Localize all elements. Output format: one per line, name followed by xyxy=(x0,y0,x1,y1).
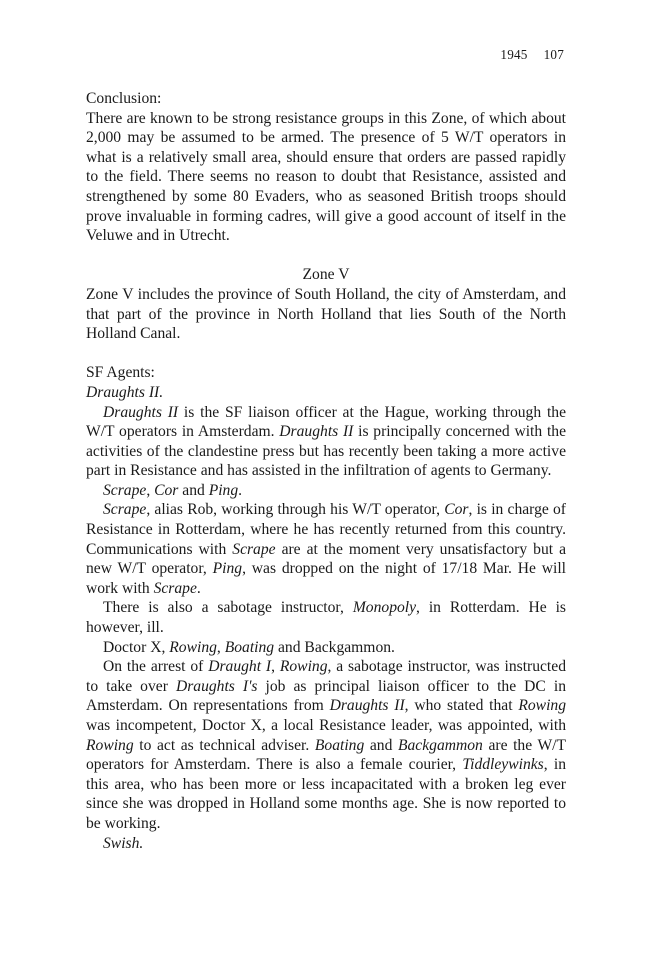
draughts-subheading: Draughts II. xyxy=(86,383,164,401)
conclusion-paragraph: There are known to be strong resistance groups in this Zone, of which about 2,000 may be assumed to be armed. The presence of 5 W/T operators in what is a relatively small area, should ensure that orders are passed rapidly to the field. There seems no reason to doubt that Resistance, assisted and strengthened by some 80 Evaders, who as seasoned British troops should prove invaluable in forming cadres, will give a good account of itself in the Veluwe and in Utrecht. xyxy=(86,109,566,245)
doctor-paragraph: On the arrest of Draught I, Rowing, a sabotage instructor, was instructed to take over Draughts I's job as principal liaison officer to the DC in Amsterdam. On representations from Draughts II, who stated that Rowing was incompetent, Doctor X, a local Resistance leader, was appointed, with Rowing to act as technical adviser. Boating and Backgammon are the W/T operators for Amsterdam. There is also a female courier, Tiddleywinks, in this area, who has been more or less incapacitated with a broken leg ever since she was dropped in Holland some months age. She is now reported to be working. xyxy=(86,658,567,832)
swish-subheading: Swish. xyxy=(103,834,144,852)
page-number: 107 xyxy=(543,47,564,62)
zone-intro-paragraph: Zone V includes the province of South Holland, the city of Amsterdam, and that part of the province in North Holland that lies South of the North Holland Canal. xyxy=(86,285,566,343)
draughts-paragraph: Draughts II is the SF liaison officer at the Hague, working through the W/T operators in Amsterdam. Draughts II is principally concerned with the activities of the clandestine press but has recently been taking a more active part in Resistance and has assisted in the infiltration of agents to Germany. xyxy=(86,403,566,480)
page-body xyxy=(86,89,566,853)
zone-heading: Zone V xyxy=(302,266,350,284)
page-header xyxy=(500,47,564,63)
doctor-subheading: Doctor X, Rowing, Boating and Backgammon. xyxy=(103,638,395,656)
header-year: 1945 xyxy=(500,47,528,62)
conclusion-heading: Conclusion: xyxy=(86,90,162,107)
monopoly-paragraph: There is also a sabotage instructor, Monopoly, in Rotterdam. He is however, ill. xyxy=(86,599,566,637)
agents-heading: SF Agents: xyxy=(86,364,155,382)
scrape-paragraph: Scrape, alias Rob, working through his W/T operator, Cor, is in charge of Resistance in Rotterdam, where he has recently returned from this country. Communications with Scrape are at the moment very unsatisfactory but a new W/T operator, Ping, was dropped on the night of 17/18 Mar. He will work with Scrape. xyxy=(86,501,566,597)
scrape-subheading: Scrape, Cor and Ping. xyxy=(103,481,243,499)
